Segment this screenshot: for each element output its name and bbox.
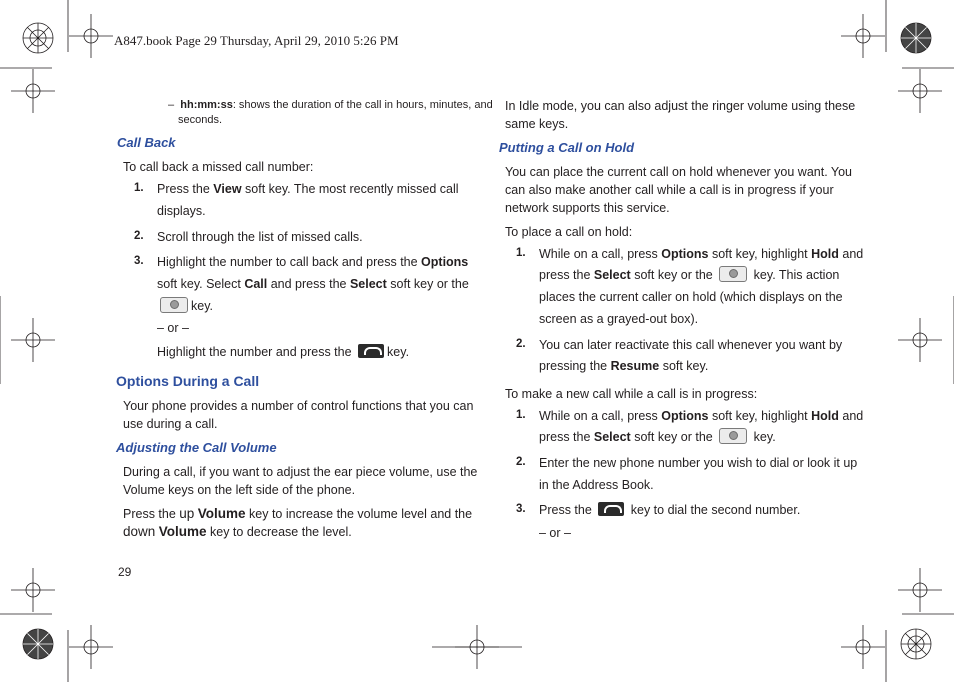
idle-para-line2: same keys. bbox=[505, 117, 569, 131]
step-number: 2. bbox=[134, 230, 144, 242]
duration-bullet-cont: seconds. bbox=[178, 114, 223, 126]
hold-step2-line2: pressing the Resume soft key. bbox=[539, 359, 709, 373]
new-call-step2: Enter the new phone number you wish to dial or look it up bbox=[539, 456, 858, 470]
options-heading: Options During a Call bbox=[116, 373, 260, 389]
call-back-step1-cont: displays. bbox=[157, 204, 206, 218]
volume-para-line3: Press the up Volume key to increase the volume level and the bbox=[123, 506, 473, 521]
hold-intro: To place a call on hold: bbox=[505, 225, 633, 239]
new-call-step1-line2: press the Select soft key or the key. bbox=[539, 430, 776, 444]
crosshair-right-lower bbox=[898, 568, 942, 612]
new-call-step3: Press the key to dial the second number. bbox=[539, 503, 801, 517]
corner-rosette-top-right bbox=[901, 23, 931, 53]
call-back-step3-line2: soft key. Select Call and press the Select soft key or the bbox=[157, 277, 469, 291]
ok-key-icon bbox=[719, 266, 747, 282]
or-separator: – or – bbox=[539, 526, 571, 540]
crosshair-top-left bbox=[69, 14, 113, 58]
new-call-step2-line2: in the Address Book. bbox=[539, 478, 654, 492]
crosshair-bottom-left bbox=[69, 625, 113, 669]
crosshair-top-right bbox=[841, 14, 885, 58]
corner-rosette-top-left bbox=[23, 23, 53, 53]
hold-step1-line4: screen as a grayed-out box). bbox=[539, 312, 699, 326]
hold-para-line3: network supports this service. bbox=[505, 201, 670, 215]
step-number: 3. bbox=[516, 503, 526, 515]
idle-para-line1: In Idle mode, you can also adjust the ringer volume using these bbox=[505, 99, 856, 113]
call-back-intro: To call back a missed call number: bbox=[123, 160, 314, 174]
volume-para-line1: During a call, if you want to adjust the ear piece volume, use the bbox=[123, 465, 478, 479]
options-para-line2: use during a call. bbox=[123, 417, 218, 431]
step-number: 2. bbox=[516, 456, 526, 468]
step-number: 1. bbox=[516, 409, 526, 421]
step-number: 2. bbox=[516, 338, 526, 350]
step-number: 3. bbox=[134, 255, 144, 267]
hold-step1-line2: press the Select soft key or the key. This action bbox=[539, 268, 840, 282]
hold-step1-line3: places the current caller on hold (which displays on the bbox=[539, 290, 843, 304]
ok-key-icon bbox=[160, 297, 188, 313]
hold-para-line2: can also make another call while a call is in progress if your bbox=[505, 183, 834, 197]
duration-bullet: – hh:mm:ss: shows the duration of the call in hours, minutes, and bbox=[168, 99, 493, 111]
page-number: 29 bbox=[118, 565, 132, 579]
send-key-icon bbox=[598, 502, 624, 516]
print-header: A847.book Page 29 Thursday, April 29, 2010 5:26 PM bbox=[114, 33, 399, 48]
call-back-step1: Press the View soft key. The most recently missed call bbox=[157, 182, 459, 196]
crosshair-right-middle bbox=[898, 318, 942, 362]
hold-step2: You can later reactivate this call whenever you want by bbox=[539, 338, 843, 352]
call-back-step3: Highlight the number to call back and press the Options bbox=[157, 255, 469, 269]
step-number: 1. bbox=[516, 247, 526, 259]
step-number: 1. bbox=[134, 182, 144, 194]
volume-para-line2: Volume keys on the left side of the phone. bbox=[123, 483, 356, 497]
or-separator: – or – bbox=[157, 321, 189, 335]
send-key-icon bbox=[358, 344, 384, 358]
options-para-line1: Your phone provides a number of control functions that you can bbox=[123, 399, 474, 413]
new-call-step1: While on a call, press Options soft key, highlight Hold and bbox=[539, 409, 864, 423]
crosshair-left-upper bbox=[11, 69, 55, 113]
corner-rosette-bottom-right bbox=[901, 629, 931, 659]
hold-step1: While on a call, press Options soft key, highlight Hold and bbox=[539, 247, 864, 261]
crosshair-right-upper bbox=[898, 69, 942, 113]
corner-rosette-bottom-left bbox=[23, 629, 53, 659]
new-call-intro: To make a new call while a call is in progress: bbox=[505, 387, 758, 401]
ok-key-icon bbox=[719, 428, 747, 444]
call-back-step2: Scroll through the list of missed calls. bbox=[157, 230, 363, 244]
call-back-step3-line3: key. bbox=[157, 297, 213, 315]
crosshair-left-middle bbox=[11, 318, 55, 362]
volume-heading: Adjusting the Call Volume bbox=[116, 440, 277, 455]
crosshair-bottom-center bbox=[455, 625, 499, 669]
hold-heading: Putting a Call on Hold bbox=[499, 140, 635, 155]
call-back-heading: Call Back bbox=[117, 135, 176, 150]
hold-para-line1: You can place the current call on hold whenever you want. You bbox=[505, 165, 853, 179]
call-back-step3-alt: Highlight the number and press the key. bbox=[157, 345, 410, 359]
crosshair-bottom-right bbox=[841, 625, 885, 669]
crosshair-left-lower bbox=[11, 568, 55, 612]
volume-para-line4: down Volume key to decrease the level. bbox=[123, 524, 352, 539]
